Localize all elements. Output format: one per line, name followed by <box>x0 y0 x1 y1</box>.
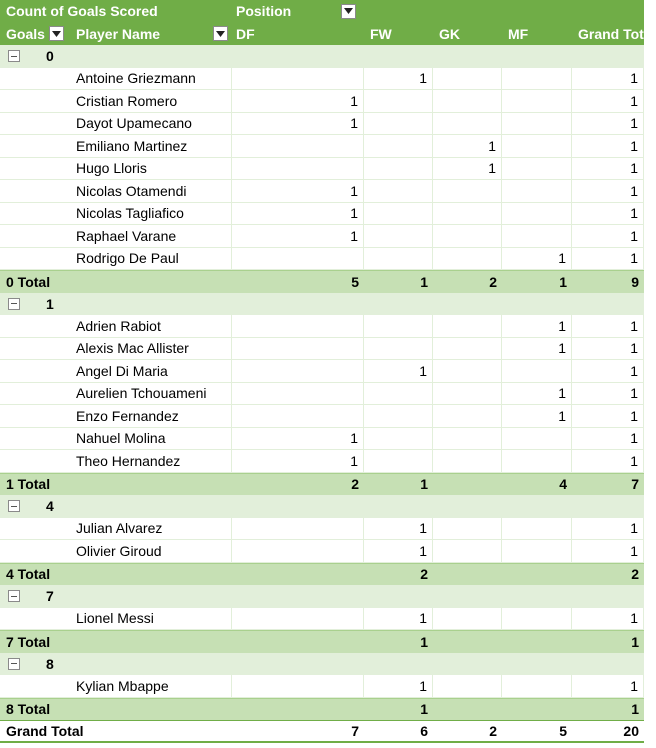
group-header-row <box>0 495 644 518</box>
player-name: Kylian Mbappe <box>70 675 232 698</box>
sub-field-label: Player Name <box>76 25 161 42</box>
row-indent <box>0 180 70 203</box>
player-row[interactable] <box>0 90 644 113</box>
value-total[interactable]: 1 <box>572 338 644 361</box>
group-label: 4 <box>46 498 54 515</box>
player-row[interactable] <box>0 608 644 631</box>
subtotal-fw: 1 <box>420 701 428 718</box>
row-indent <box>0 608 70 631</box>
value-fw[interactable] <box>364 383 433 406</box>
grand-total-row <box>0 720 644 743</box>
value-gk[interactable] <box>433 518 502 541</box>
subtotal-label: 4 Total <box>6 566 51 583</box>
group-label: 8 <box>46 655 54 672</box>
value-mf[interactable] <box>502 113 572 136</box>
collapse-minus-icon[interactable] <box>8 590 20 602</box>
value-gk[interactable] <box>433 315 502 338</box>
pivot-body <box>0 45 644 720</box>
value-df[interactable] <box>232 540 364 563</box>
column-field-position[interactable] <box>232 0 364 23</box>
values-field-label[interactable]: Count of Goals Scored <box>6 3 158 20</box>
collapse-minus-icon[interactable] <box>8 298 20 310</box>
row-indent <box>0 338 70 361</box>
value-fw[interactable]: 1 <box>364 68 433 91</box>
value-mf[interactable] <box>502 135 572 158</box>
group-label: 0 <box>46 48 54 65</box>
value-total[interactable]: 1 <box>572 428 644 451</box>
value-gk[interactable] <box>433 428 502 451</box>
subtotal-total: 7 <box>631 476 639 493</box>
player-name: Alexis Mac Allister <box>70 338 232 361</box>
subtotal-row <box>0 270 644 293</box>
subtotal-df <box>232 564 364 586</box>
value-fw[interactable] <box>364 315 433 338</box>
value-df[interactable] <box>232 248 364 271</box>
row-indent <box>0 315 70 338</box>
player-name: Nicolas Tagliafico <box>70 203 232 226</box>
value-total[interactable]: 1 <box>572 675 644 698</box>
player-name: Antoine Griezmann <box>70 68 232 91</box>
grand-total-fw: 6 <box>420 722 428 739</box>
subtotal-fw: 1 <box>420 476 428 493</box>
value-total[interactable]: 1 <box>572 405 644 428</box>
value-gk[interactable]: 1 <box>433 135 502 158</box>
value-gk[interactable] <box>433 113 502 136</box>
subtotal-total: 1 <box>631 701 639 718</box>
row-indent <box>0 450 70 473</box>
player-name: Julian Alvarez <box>70 518 232 541</box>
subtotal-total: 1 <box>631 633 639 650</box>
subtotal-df <box>232 631 364 653</box>
value-fw[interactable]: 1 <box>364 518 433 541</box>
row-indent <box>0 540 70 563</box>
row-indent <box>0 68 70 91</box>
player-row[interactable] <box>0 450 644 473</box>
value-df[interactable] <box>232 135 364 158</box>
value-mf[interactable] <box>502 180 572 203</box>
value-mf[interactable]: 1 <box>502 248 572 271</box>
value-mf[interactable] <box>502 158 572 181</box>
value-df[interactable] <box>232 518 364 541</box>
subtotal-total: 2 <box>631 566 639 583</box>
subtotal-gk: 2 <box>489 273 497 290</box>
value-df[interactable]: 1 <box>232 90 364 113</box>
player-name: Emiliano Martinez <box>70 135 232 158</box>
value-df[interactable]: 1 <box>232 428 364 451</box>
group-header-cell[interactable] <box>0 45 232 68</box>
player-row[interactable] <box>0 180 644 203</box>
subtotal-label: 1 Total <box>6 476 51 493</box>
value-fw[interactable] <box>364 428 433 451</box>
subtotal-df: 5 <box>351 273 359 290</box>
position-filter-dropdown-icon[interactable] <box>341 4 356 19</box>
value-fw[interactable] <box>364 248 433 271</box>
value-gk[interactable] <box>433 360 502 383</box>
row-indent <box>0 90 70 113</box>
group-label: 1 <box>46 295 54 312</box>
group-header-cell[interactable] <box>0 293 232 316</box>
value-mf[interactable] <box>502 450 572 473</box>
row-indent <box>0 113 70 136</box>
value-fw[interactable] <box>364 338 433 361</box>
group-header-cell[interactable] <box>0 653 232 676</box>
grand-total-value: 20 <box>623 722 639 739</box>
subtotal-row <box>0 698 644 721</box>
subtotal-gk <box>433 699 502 721</box>
value-fw[interactable] <box>364 203 433 226</box>
value-gk[interactable] <box>433 540 502 563</box>
value-fw[interactable] <box>364 90 433 113</box>
collapse-minus-icon[interactable] <box>8 50 20 62</box>
player-name: Lionel Messi <box>70 608 232 631</box>
player-row[interactable] <box>0 135 644 158</box>
row-indent <box>0 383 70 406</box>
subtotal-mf: 4 <box>559 476 567 493</box>
player-row[interactable] <box>0 360 644 383</box>
group-header-row <box>0 653 644 676</box>
value-gk[interactable] <box>433 338 502 361</box>
row-indent <box>0 360 70 383</box>
collapse-minus-icon[interactable] <box>8 658 20 670</box>
value-total[interactable]: 1 <box>572 113 644 136</box>
value-df[interactable] <box>232 338 364 361</box>
value-fw[interactable] <box>364 225 433 248</box>
group-label: 7 <box>46 588 54 605</box>
value-df[interactable] <box>232 608 364 631</box>
subtotal-row <box>0 630 644 653</box>
player-row[interactable] <box>0 383 644 406</box>
player-name: Olivier Giroud <box>70 540 232 563</box>
group-header-cell[interactable] <box>0 585 232 608</box>
row-indent <box>0 225 70 248</box>
value-df[interactable] <box>232 383 364 406</box>
player-name: Angel Di Maria <box>70 360 232 383</box>
value-total[interactable]: 1 <box>572 383 644 406</box>
subtotal-row <box>0 473 644 496</box>
col-header-gk: GK <box>439 25 460 42</box>
value-mf[interactable] <box>502 675 572 698</box>
player-name: Rodrigo De Paul <box>70 248 232 271</box>
grand-total-label: Grand Total <box>6 722 84 739</box>
row-field-goals[interactable] <box>0 23 70 46</box>
value-gk[interactable] <box>433 608 502 631</box>
subtotal-label: 7 Total <box>6 633 51 650</box>
value-total[interactable]: 1 <box>572 608 644 631</box>
pivot-header-row-1 <box>0 0 644 23</box>
value-fw[interactable]: 1 <box>364 608 433 631</box>
value-df[interactable] <box>232 158 364 181</box>
goals-filter-dropdown-icon[interactable] <box>49 26 64 41</box>
value-fw[interactable] <box>364 113 433 136</box>
value-df[interactable] <box>232 405 364 428</box>
subtotal-fw: 2 <box>420 566 428 583</box>
value-df[interactable]: 1 <box>232 180 364 203</box>
subtotal-mf <box>502 564 572 586</box>
pivot-header-row-2 <box>0 23 656 46</box>
group-header-row <box>0 293 644 316</box>
value-mf[interactable] <box>502 203 572 226</box>
value-gk[interactable] <box>433 383 502 406</box>
subtotal-row <box>0 563 644 586</box>
col-header-fw: FW <box>370 25 392 42</box>
value-mf[interactable]: 1 <box>502 383 572 406</box>
row-field-label: Goals <box>6 25 45 42</box>
player-name: Cristian Romero <box>70 90 232 113</box>
subtotal-gk <box>433 631 502 653</box>
value-total[interactable]: 1 <box>572 540 644 563</box>
subtotal-fw: 1 <box>420 633 428 650</box>
value-df[interactable] <box>232 360 364 383</box>
subtotal-mf: 1 <box>559 273 567 290</box>
value-mf[interactable] <box>502 428 572 451</box>
value-mf[interactable] <box>502 225 572 248</box>
value-df[interactable] <box>232 315 364 338</box>
value-total[interactable]: 1 <box>572 518 644 541</box>
player-name: Nahuel Molina <box>70 428 232 451</box>
player-row[interactable] <box>0 68 644 91</box>
value-df[interactable]: 1 <box>232 450 364 473</box>
value-total[interactable]: 1 <box>572 360 644 383</box>
row-indent <box>0 135 70 158</box>
subtotal-label: 8 Total <box>6 701 51 718</box>
value-fw[interactable]: 1 <box>364 540 433 563</box>
subtotal-mf <box>502 631 572 653</box>
value-gk[interactable] <box>433 450 502 473</box>
col-header-grand-total: Grand Total <box>578 25 656 42</box>
player-row[interactable] <box>0 315 644 338</box>
value-total[interactable]: 1 <box>572 225 644 248</box>
subtotal-df <box>232 699 364 721</box>
player-row[interactable] <box>0 405 644 428</box>
subtotal-mf <box>502 699 572 721</box>
row-indent <box>0 518 70 541</box>
value-mf[interactable]: 1 <box>502 405 572 428</box>
value-gk[interactable] <box>433 225 502 248</box>
value-fw[interactable]: 1 <box>364 675 433 698</box>
row-indent <box>0 428 70 451</box>
subtotal-fw: 1 <box>420 273 428 290</box>
value-fw[interactable] <box>364 158 433 181</box>
player-row[interactable] <box>0 203 644 226</box>
value-mf[interactable] <box>502 90 572 113</box>
row-indent <box>0 158 70 181</box>
player-row[interactable] <box>0 225 644 248</box>
player-row[interactable] <box>0 338 644 361</box>
col-header-df: DF <box>236 25 255 42</box>
value-mf[interactable] <box>502 608 572 631</box>
subtotal-df: 2 <box>351 476 359 493</box>
value-df[interactable] <box>232 675 364 698</box>
collapse-minus-icon[interactable] <box>8 500 20 512</box>
col-header-mf: MF <box>508 25 529 42</box>
player-name: Enzo Fernandez <box>70 405 232 428</box>
player-row[interactable] <box>0 540 644 563</box>
value-total[interactable]: 1 <box>572 203 644 226</box>
value-fw[interactable] <box>364 180 433 203</box>
value-total[interactable]: 1 <box>572 135 644 158</box>
row-indent <box>0 675 70 698</box>
value-mf[interactable] <box>502 360 572 383</box>
subtotal-total: 9 <box>631 273 639 290</box>
value-total[interactable]: 1 <box>572 450 644 473</box>
value-gk[interactable] <box>433 90 502 113</box>
value-gk[interactable]: 1 <box>433 158 502 181</box>
row-field-player-name[interactable] <box>70 23 232 46</box>
grand-total-gk: 2 <box>489 722 497 739</box>
value-mf[interactable]: 1 <box>502 315 572 338</box>
grand-total-df: 7 <box>351 722 359 739</box>
value-fw[interactable] <box>364 405 433 428</box>
value-fw[interactable] <box>364 135 433 158</box>
player-name: Adrien Rabiot <box>70 315 232 338</box>
value-df[interactable]: 1 <box>232 113 364 136</box>
player-name: Nicolas Otamendi <box>70 180 232 203</box>
grand-total-mf: 5 <box>559 722 567 739</box>
subtotal-gk <box>433 474 502 496</box>
row-indent <box>0 203 70 226</box>
value-total[interactable]: 1 <box>572 90 644 113</box>
value-mf[interactable]: 1 <box>502 338 572 361</box>
value-fw[interactable] <box>364 450 433 473</box>
value-mf[interactable] <box>502 68 572 91</box>
value-total[interactable]: 1 <box>572 315 644 338</box>
value-gk[interactable] <box>433 180 502 203</box>
row-indent <box>0 405 70 428</box>
value-gk[interactable] <box>433 248 502 271</box>
value-total[interactable]: 1 <box>572 158 644 181</box>
value-total[interactable]: 1 <box>572 180 644 203</box>
group-header-cell[interactable] <box>0 495 232 518</box>
player-filter-dropdown-icon[interactable] <box>213 26 228 41</box>
player-name: Aurelien Tchouameni <box>70 383 232 406</box>
value-mf[interactable] <box>502 518 572 541</box>
column-field-label: Position <box>236 3 292 20</box>
player-row[interactable] <box>0 158 644 181</box>
player-name: Dayot Upamecano <box>70 113 232 136</box>
value-df[interactable]: 1 <box>232 203 364 226</box>
player-name: Theo Hernandez <box>70 450 232 473</box>
player-row[interactable] <box>0 428 644 451</box>
player-row[interactable] <box>0 518 644 541</box>
value-gk[interactable] <box>433 675 502 698</box>
group-header-row <box>0 45 644 68</box>
value-df[interactable]: 1 <box>232 225 364 248</box>
value-fw[interactable]: 1 <box>364 360 433 383</box>
value-gk[interactable] <box>433 405 502 428</box>
group-header-row <box>0 585 644 608</box>
player-name: Raphael Varane <box>70 225 232 248</box>
player-row[interactable] <box>0 675 644 698</box>
subtotal-label: 0 Total <box>6 273 51 290</box>
subtotal-gk <box>433 564 502 586</box>
value-total[interactable]: 1 <box>572 68 644 91</box>
value-total[interactable]: 1 <box>572 248 644 271</box>
row-indent <box>0 248 70 271</box>
value-mf[interactable] <box>502 540 572 563</box>
player-row[interactable] <box>0 248 644 271</box>
value-gk[interactable] <box>433 68 502 91</box>
value-gk[interactable] <box>433 203 502 226</box>
value-df[interactable] <box>232 68 364 91</box>
player-name: Hugo Lloris <box>70 158 232 181</box>
player-row[interactable] <box>0 113 644 136</box>
